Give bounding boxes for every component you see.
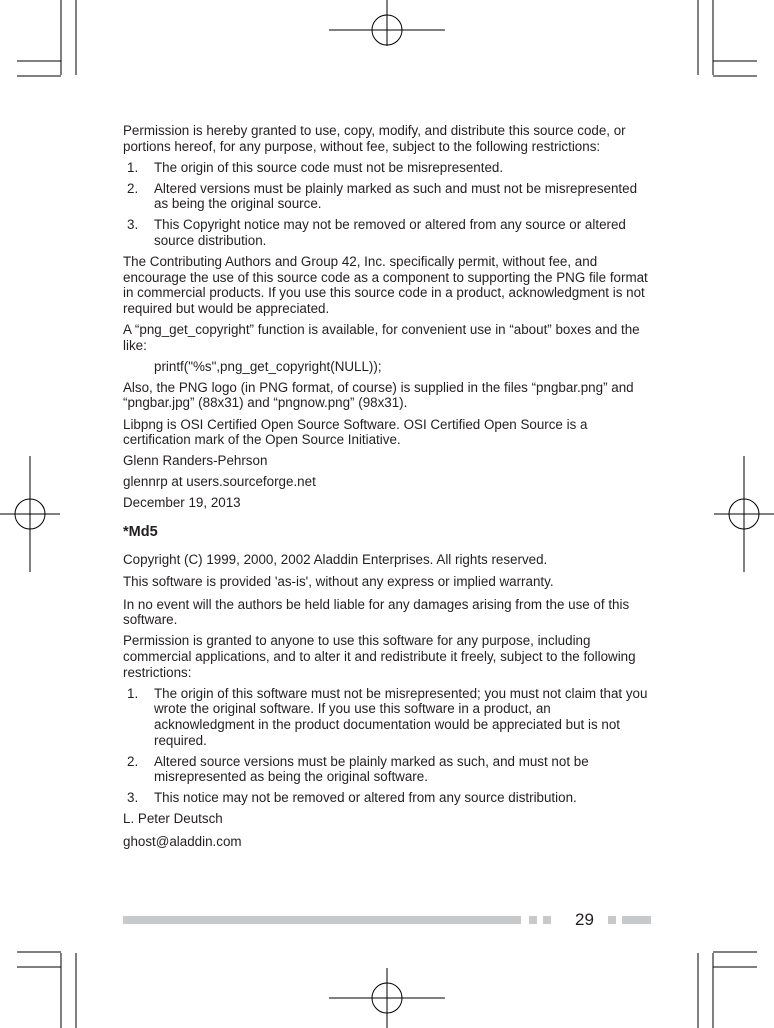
md5-copyright: Copyright (C) 1999, 2000, 2002 Aladdin Enterprises. All rights reserved.: [123, 551, 548, 567]
list-number: 2.: [127, 753, 139, 769]
libpng-restrictions-list: [123, 160, 653, 249]
libpng-date: December 19, 2013: [123, 495, 241, 511]
list-item: [123, 181, 653, 212]
list-text: This notice may not be removed or altered from any source distribution.: [154, 790, 577, 806]
libpng-author: Glenn Randers-Pehrson: [123, 453, 268, 469]
footer-bar-right: [622, 916, 651, 924]
md5-permission: Permission is granted to anyone to use this software for any purpose, including commercial applications, and to alter it and redistribute it freely, subject to the following restrictions:: [123, 633, 636, 680]
list-item: [123, 686, 653, 748]
list-text: The origin of this software must not be misrepresented; you must not claim that you wrote the original software. If you use this software in a product, an acknowledgment in the product documentation would be appreciated but is not required.: [154, 685, 648, 748]
md5-author: L. Peter Deutsch: [123, 811, 223, 827]
libpng-function-note: A “png_get_copyright” function is available, for convenient use in “about” boxes and the like:: [123, 322, 640, 353]
md5-liability: In no event will the authors be held liable for any damages arising from the use of this software.: [123, 596, 630, 628]
md5-as-is: This software is provided 'as-is', without any express or implied warranty.: [123, 574, 554, 590]
list-text: The origin of this source code must not be misrepresented.: [154, 159, 504, 175]
list-text: Altered versions must be plainly marked as such and must not be misrepresented as being the original source.: [154, 180, 638, 212]
registration-target-left: [0, 456, 60, 572]
list-number: 1.: [127, 685, 139, 701]
libpng-contributing: The Contributing Authors and Group 42, Inc. specifically permit, without fee, and encourage the use of this source code as a component to supporting the PNG file format in commercial products. If you use this source code in a product, acknowledgment is not required but would be appreciated.: [123, 254, 648, 316]
libpng-code-sample: printf("%s",png_get_copyright(NULL));: [154, 358, 382, 374]
page-footer: [123, 910, 653, 930]
registration-target-bottom: [329, 968, 445, 1028]
md5-restrictions-list: [123, 686, 653, 806]
md5-heading: *Md5: [123, 523, 158, 540]
footer-bar-segment: [529, 916, 537, 924]
libpng-email: glennrp at users.sourceforge.net: [123, 474, 316, 490]
libpng-intro: Permission is hereby granted to use, copy, modify, and distribute this source code, or portions hereof, for any purpose, without fee, subject to the following restrictions:: [123, 123, 626, 154]
list-item: [123, 160, 653, 176]
list-text: Altered source versions must be plainly marked as such, and must not be misrepresented as being the original software.: [154, 753, 589, 785]
list-text: This Copyright notice may not be removed or altered from any source or altered source distribution.: [154, 217, 626, 249]
list-number: 3.: [127, 790, 139, 806]
footer-bar-segment: [608, 916, 616, 924]
list-number: 3.: [127, 217, 139, 233]
registration-target-right: [714, 456, 774, 572]
libpng-logo-note: Also, the PNG logo (in PNG format, of course) is supplied in the files “pngbar.png” and “pngbar.jpg” (88x31) and “pngnow.png” (98x31).: [123, 379, 634, 411]
list-number: 1.: [127, 159, 139, 175]
license-text: [123, 123, 653, 855]
list-item: [123, 217, 653, 248]
list-item: [123, 790, 653, 806]
list-number: 2.: [127, 180, 139, 196]
registration-target-top: [329, 0, 445, 46]
footer-bar-segment: [543, 916, 551, 924]
libpng-osi-note: Libpng is OSI Certified Open Source Software. OSI Certified Open Source is a certification mark of the Open Source Initiative.: [123, 416, 588, 448]
page-number: 29: [575, 910, 594, 929]
list-item: [123, 754, 653, 785]
md5-email: ghost@aladdin.com: [123, 833, 242, 849]
footer-bar-left: [123, 916, 521, 924]
